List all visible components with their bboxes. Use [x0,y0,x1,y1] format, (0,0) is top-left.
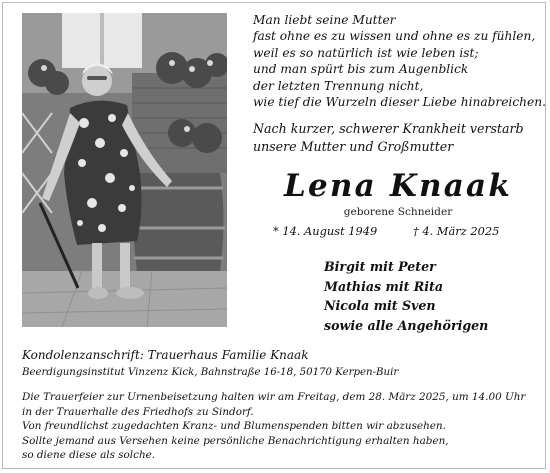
death-date: † 4. März 2025 [413,224,500,238]
death-announcement [253,120,543,155]
mourner: sowie alle Angehörigen [324,317,489,333]
poem-line: und man spürt bis zum Augenblick [253,62,469,77]
condolence-address: Kondolenzanschrift: Trauerhaus Familie Knaak [22,348,309,362]
poem-line: weil es so natürlich ist wie leben ist; [253,45,479,60]
birth-name: geborene Schneider [343,206,453,218]
poem-line: Man liebt seine Mutter [253,13,396,27]
deceased-name: Lena Knaak [283,168,513,204]
funeral-institute: Beerdigungsinstitut Vinzenz Kick, Bahnstraße 16-18, 50170 Kerpen-Buir [22,367,399,378]
poem-line: der letzten Trennung nicht, [253,78,424,93]
note-line: Von freundlichst zugedachten Kranz- und Blumenspenden bitten wir abzusehen. [22,420,446,433]
mourners-list [324,257,544,335]
funeral-notes [22,390,542,463]
portrait-photo [22,13,227,327]
memorial-poem [253,12,546,110]
note-line: Sollte jemand aus Versehen keine persönliche Benachrichtigung erhalten haben, [22,434,449,447]
poem-line: fast ohne es zu wissen und ohne es zu fühlen, [253,29,536,44]
note-line: so diene diese als solche. [22,449,156,462]
note-line: Die Trauerfeier zur Urnenbeisetzung halten wir am Freitag, dem 28. März 2025, um 14.00 Uhr [22,391,526,403]
note-line: in der Trauerhalle des Friedhofs zu Sindorf. [22,405,254,418]
birth-date: * 14. August 1949 [273,224,378,238]
poem-line: wie tief die Wurzeln dieser Liebe hinabreichen. [253,95,546,110]
mourner: Birgit mit Peter [324,259,436,274]
intro-line: Nach kurzer, schwerer Krankheit verstarb [253,121,524,136]
mourner: Nicola mit Sven [324,298,436,313]
mourner: Mathias mit Rita [324,278,444,294]
intro-line: unsere Mutter und Großmutter [253,138,454,154]
